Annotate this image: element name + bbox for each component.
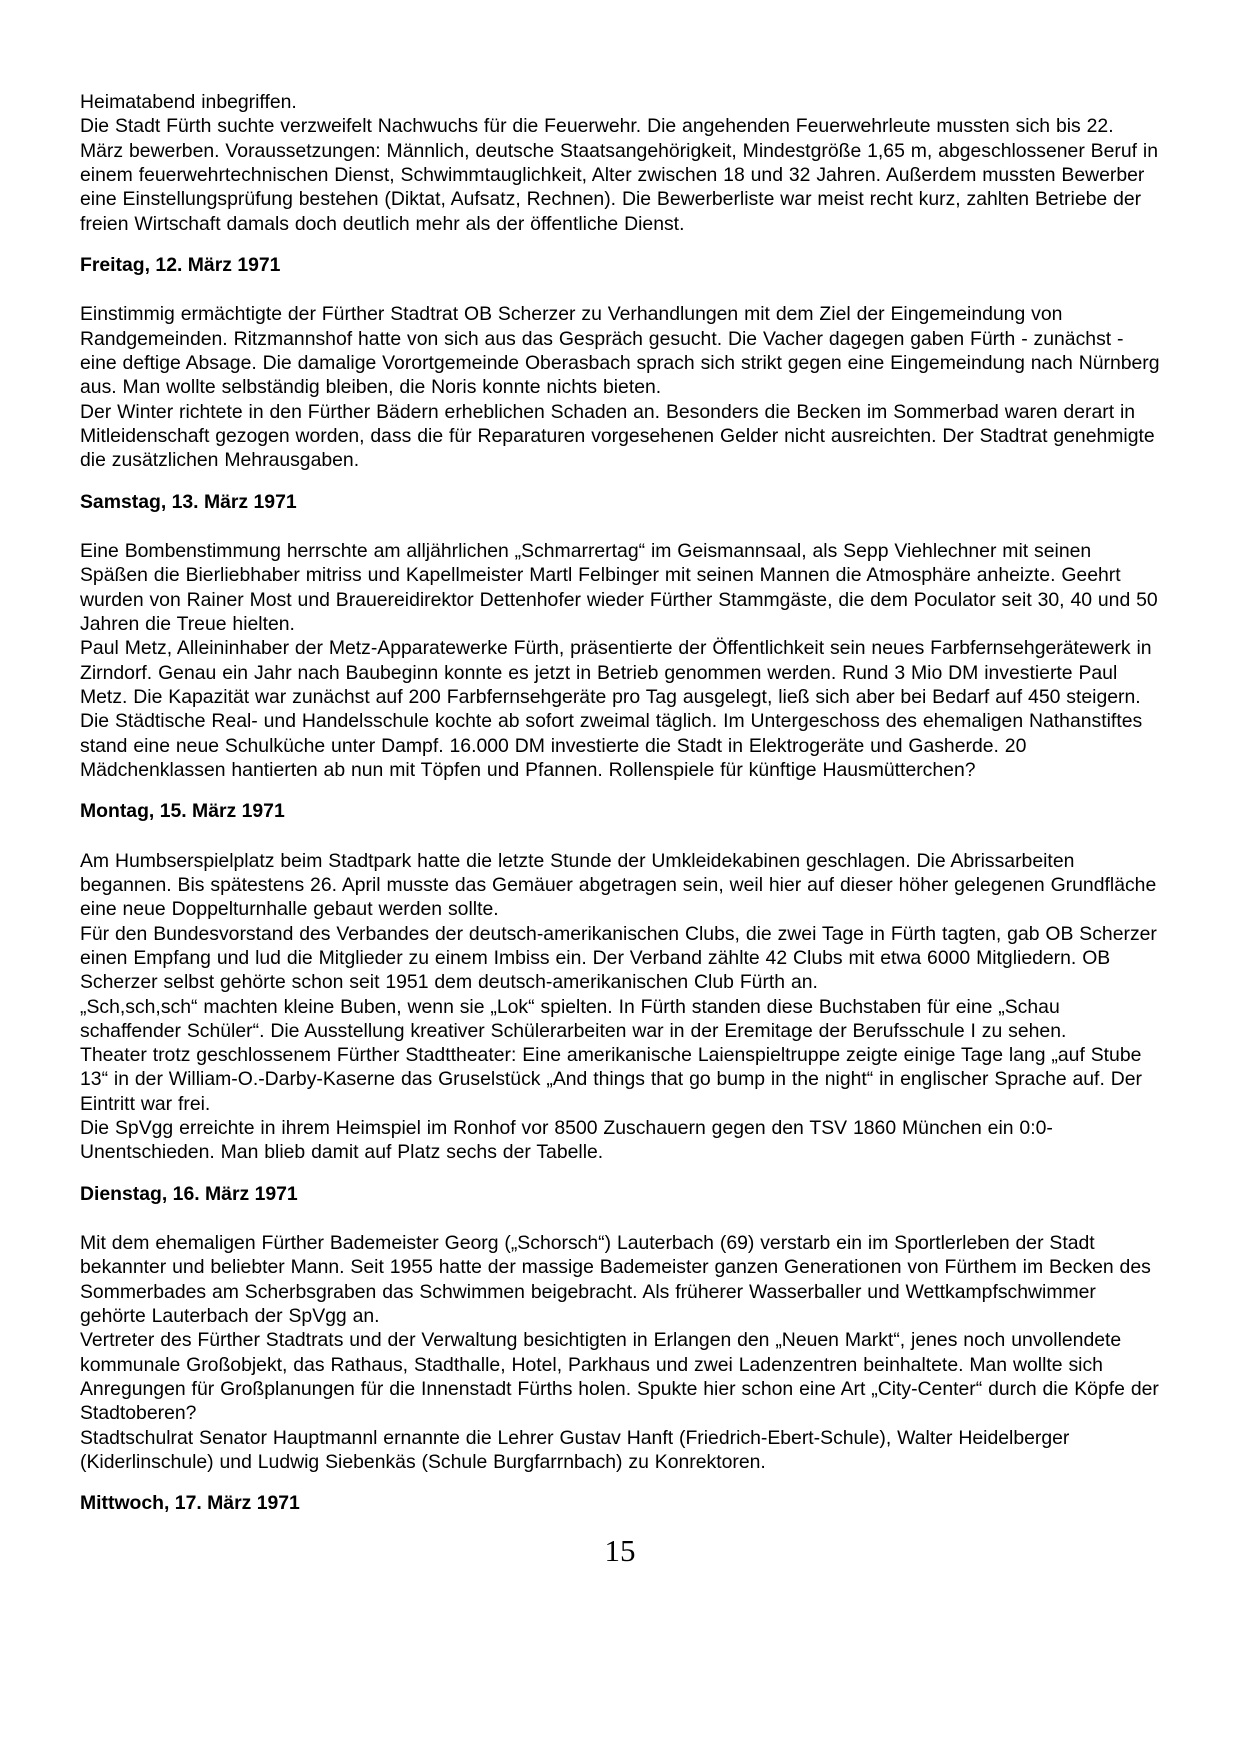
section-block-dienstag: [80, 1231, 1160, 1474]
section-block-samstag: [80, 539, 1160, 782]
section-heading-mittwoch-17-maerz: Mittwoch, 17. März 1971: [80, 1492, 300, 1515]
section-entry: Der Winter richtete in den Fürther Bädern erheblichen Schaden an. Besonders die Becken im Sommerbad waren derart in Mitleidenschaft gezogen worden, dass die für Reparaturen vorgesehenen Gelder nicht ausreichten. Der Stadtrat genehmigte die zusätzlichen Mehrausgaben.: [80, 400, 1155, 472]
intro-entry: Die Stadt Fürth suchte verzweifelt Nachwuchs für die Feuerwehr. Die angehenden Feuerwehrleute mussten sich bis 22. März bewerben. Voraussetzungen: Männlich, deutsche Staatsangehörigkeit, Mindestgröße 1,65 m, abgeschlossener Beruf in einem feuerwehrtechnischen Dienst, Schwimmtauglichkeit, Alter zwischen 18 und 32 Jahren. Außerdem mussten Bewerber eine Einstellungsprüfung bestehen (Diktat, Aufsatz, Rechnen). Die Bewerberliste war meist recht kurz, zahlten Betriebe der freien Wirtschaft damals doch deutlich mehr als der öffentliche Dienst.: [80, 115, 1158, 235]
intro-paragraph-block: [80, 90, 1160, 236]
section-entry: Theater trotz geschlossenem Fürther Stadttheater: Eine amerikanische Laienspieltruppe zeigte einige Tage lang „auf Stube 13“ in der William-O.-Darby-Kaserne das Gruselstück „And things that go bump in the night“ in englischer Sprache auf. Der Eintritt war frei.: [80, 1044, 1142, 1115]
page-footer: [80, 1532, 1160, 1568]
section-entry: Die Städtische Real- und Handelsschule kochte ab sofort zweimal täglich. Im Untergeschoss des ehemaligen Nathanstiftes stand eine neue Schulküche unter Dampf. 16.000 DM investierte die Stadt in Elektrogeräte und Gasherde. 20 Mädchenklassen hantierten ab nun mit Töpfen und Pfannen. Rollenspiele für künftige Hausmütterchen?: [80, 710, 1143, 781]
section-entry: Stadtschulrat Senator Hauptmannl ernannte die Lehrer Gustav Hanft (Friedrich-Ebert-Schule), Walter Heidelberger (Kiderlinschule) und Ludwig Siebenkäs (Schule Burgfarrnbach) zu Konrektoren.: [80, 1426, 1070, 1474]
section-heading-dienstag-16-maerz: Dienstag, 16. März 1971: [80, 1182, 298, 1205]
section-block-montag: [80, 849, 1160, 1165]
section-entry: Für den Bundesvorstand des Verbandes der deutsch-amerikanischen Clubs, die zwei Tage in Fürth tagten, gab OB Scherzer einen Empfang und lud die Mitglieder zu einem Imbiss ein. Der Verband zählte 42 Clubs mit etwa 6000 Mitgliedern. OB Scherzer selbst gehörte schon seit 1951 dem deutsch-amerikanischen Club Fürth an.: [80, 922, 1157, 994]
section-entry: Einstimmig ermächtigte der Fürther Stadtrat OB Scherzer zu Verhandlungen mit dem Ziel der Eingemeindung von Randgemeinden. Ritzmannshof hatte von sich aus das Gespräch gesucht. Die Vacher dagegen gaben Fürth - zunächst - eine deftige Absage. Die damalige Vorortgemeinde Oberasbach sprach sich strikt gegen eine Eingemeindung nach Nürnberg aus. Man wollte selbständig bleiben, die Noris konnte nichts bieten.: [80, 303, 1160, 399]
section-heading-freitag-12-maerz: Freitag, 12. März 1971: [80, 253, 281, 276]
section-block-freitag: [80, 302, 1160, 472]
section-entry: Paul Metz, Alleininhaber der Metz-Apparatewerke Fürth, präsentierte der Öffentlichkeit sein neues Farbfernsehgerätewerk in Zirndorf. Genau ein Jahr nach Baubeginn konnte es jetzt in Betrieb genommen werden. Rund 3 Mio DM investierte Paul Metz. Die Kapazität war zunächst auf 200 Farbfernsehgeräte pro Tag ausgelegt, ließ sich aber bei Bedarf auf 450 steigern.: [80, 637, 1152, 708]
section-heading-samstag-13-maerz: Samstag, 13. März 1971: [80, 490, 297, 513]
section-entry: „Sch,sch,sch“ machten kleine Buben, wenn sie „Lok“ spielten. In Fürth standen diese Buchstaben für eine „Schau schaffender Schüler“. Die Ausstellung kreativer Schülerarbeiten war in der Eremitage der Berufsschule I zu sehen.: [80, 995, 1067, 1042]
section-heading-montag-15-maerz: Montag, 15. März 1971: [80, 800, 285, 823]
section-entry: Mit dem ehemaligen Fürther Bademeister Georg („Schorsch“) Lauterbach (69) verstarb ein im Sportlerleben der Stadt bekannter und beliebter Mann. Seit 1955 hatte der massige Bademeister ganzen Generationen von Fürthem im Becken des Sommerbades am Scherbsgraben das Schwimmen beigebracht. Als früherer Wasserballer und Wettkampfschwimmer gehörte Lauterbach der SpVgg an.: [80, 1232, 1151, 1328]
section-entry: Die SpVgg erreichte in ihrem Heimspiel im Ronhof vor 8500 Zuschauern gegen den TSV 1860 München ein 0:0-Unentschieden. Man blieb damit auf Platz sechs der Tabelle.: [80, 1117, 1053, 1164]
section-entry: Am Humbserspielplatz beim Stadtpark hatte die letzte Stunde der Umkleidekabinen geschlagen. Die Abrissarbeiten begannen. Bis spätestens 26. April musste das Gemäuer abgetragen sein, weil hier auf dieser höher gelegenen Grundfläche eine neue Doppelturnhalle gebaut werden sollte.: [80, 849, 1157, 921]
intro-entry: Heimatabend inbegriffen.: [80, 91, 297, 113]
page-number: 15: [604, 1532, 636, 1568]
section-entry: Vertreter des Fürther Stadtrats und der Verwaltung besichtigten in Erlangen den „Neuen Markt“, jenes noch unvollendete kommunale Großobjekt, das Rathaus, Stadthalle, Hotel, Parkhaus und zwei Ladenzentren beinhaltete. Man wollte sich Anregungen für Großplanungen für die Innenstadt Fürths holen. Spukte hier schon eine Art „City-Center“ durch die Köpfe der Stadtoberen?: [80, 1329, 1159, 1425]
section-entry: Eine Bombenstimmung herrschte am alljährlichen „Schmarrertag“ im Geismannsaal, als Sepp Viehlechner mit seinen Späßen die Bierliebhaber mitriss und Kapellmeister Martl Felbinger mit seinen Mannen die Atmosphäre anheizte. Geehrt wurden von Rainer Most und Brauereidirektor Dettenhofer wieder Fürther Stammgäste, die dem Poculator seit 30, 40 und 50 Jahren die Treue hielten.: [80, 539, 1158, 635]
